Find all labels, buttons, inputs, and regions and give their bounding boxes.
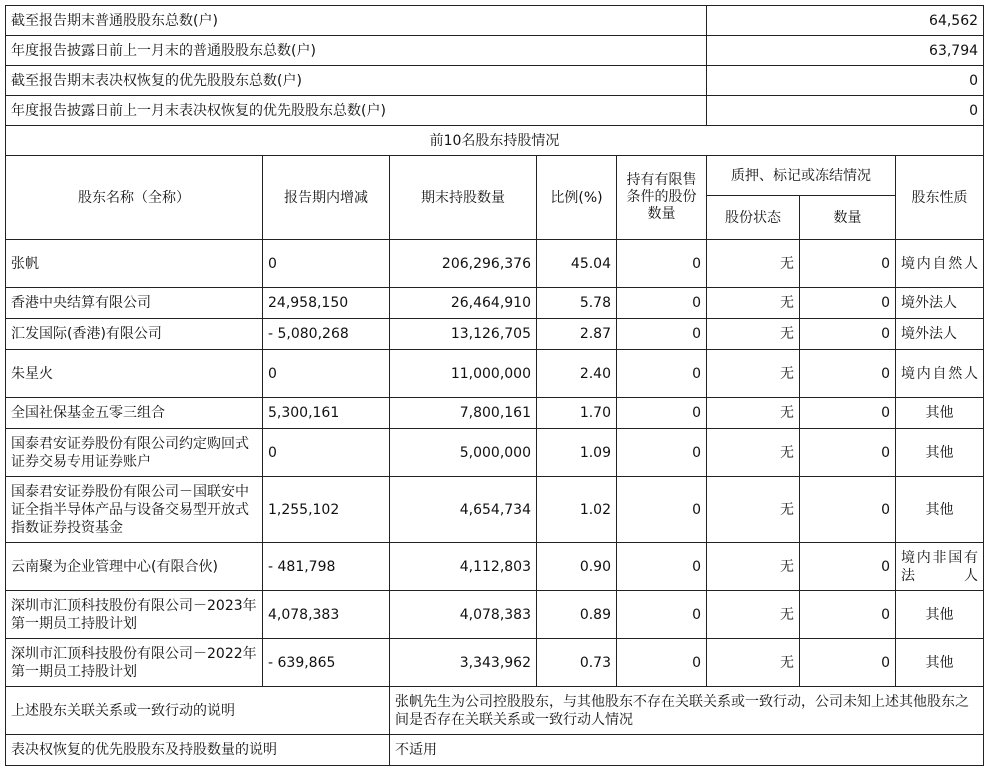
summary-label: 年度报告披露日前上一月末的普通股股东总数(户)	[6, 36, 707, 66]
restricted-cell: 0	[617, 639, 707, 687]
pledge-status-cell: 无	[707, 429, 800, 477]
pledge-qty-cell: 0	[800, 288, 896, 319]
note-value: 不适用	[390, 735, 984, 766]
ratio-cell: 0.89	[537, 591, 617, 639]
note-row	[6, 735, 984, 766]
nature-cell: 境内自然人	[896, 350, 984, 398]
header-pledge-status: 股份状态	[707, 196, 800, 240]
table-row	[6, 591, 984, 639]
change-cell: - 639,865	[263, 639, 390, 687]
change-cell: - 481,798	[263, 543, 390, 591]
shareholder-name: 朱星火	[6, 350, 263, 398]
note-label: 表决权恢复的优先股股东及持股数量的说明	[6, 735, 390, 766]
pledge-qty-cell: 0	[800, 350, 896, 398]
held-cell: 11,000,000	[390, 350, 537, 398]
ratio-cell: 1.09	[537, 429, 617, 477]
summary-label: 年度报告披露日前上一月末表决权恢复的优先股股东总数(户)	[6, 96, 707, 126]
pledge-qty-cell: 0	[800, 398, 896, 429]
summary-row	[6, 36, 984, 66]
table-row	[6, 429, 984, 477]
ratio-cell: 2.40	[537, 350, 617, 398]
held-cell: 4,078,383	[390, 591, 537, 639]
shareholder-name: 国泰君安证券股份有限公司约定购回式证券交易专用证券账户	[6, 429, 263, 477]
restricted-cell: 0	[617, 543, 707, 591]
change-cell: - 5,080,268	[263, 319, 390, 350]
header-change: 报告期内增减	[263, 156, 390, 240]
summary-value: 0	[707, 66, 984, 96]
pledge-status-cell: 无	[707, 319, 800, 350]
restricted-cell: 0	[617, 398, 707, 429]
note-value: 张帆先生为公司控股股东，与其他股东不存在关联关系或一致行动，公司未知上述其他股东之间是否存在关联关系或一致行动人情况	[390, 687, 984, 735]
section-title: 前10名股东持股情况	[6, 126, 984, 156]
pledge-status-cell: 无	[707, 591, 800, 639]
header-name: 股东名称（全称）	[6, 156, 263, 240]
restricted-cell: 0	[617, 477, 707, 543]
section-title-row	[6, 126, 984, 156]
restricted-cell: 0	[617, 319, 707, 350]
table-row	[6, 288, 984, 319]
restricted-cell: 0	[617, 240, 707, 288]
header-pledge-group: 质押、标记或冻结情况	[707, 156, 896, 196]
ratio-cell: 1.70	[537, 398, 617, 429]
shareholder-name: 深圳市汇顶科技股份有限公司－2022年第一期员工持股计划	[6, 639, 263, 687]
pledge-status-cell: 无	[707, 398, 800, 429]
header-pledge-qty: 数量	[800, 196, 896, 240]
restricted-cell: 0	[617, 350, 707, 398]
header-restricted: 持有有限售条件的股份数量	[617, 156, 707, 240]
table-row	[6, 350, 984, 398]
ratio-cell: 0.73	[537, 639, 617, 687]
restricted-cell: 0	[617, 288, 707, 319]
change-cell: 0	[263, 240, 390, 288]
summary-label: 截至报告期末普通股股东总数(户)	[6, 6, 707, 36]
change-cell: 4,078,383	[263, 591, 390, 639]
nature-cell: 其他	[896, 591, 984, 639]
summary-row	[6, 66, 984, 96]
summary-label: 截至报告期末表决权恢复的优先股股东总数(户)	[6, 66, 707, 96]
header-nature: 股东性质	[896, 156, 984, 240]
nature-cell: 境内非国有法人	[896, 543, 984, 591]
pledge-qty-cell: 0	[800, 543, 896, 591]
restricted-cell: 0	[617, 591, 707, 639]
summary-value: 63,794	[707, 36, 984, 66]
pledge-qty-cell: 0	[800, 240, 896, 288]
ratio-cell: 0.90	[537, 543, 617, 591]
nature-cell: 其他	[896, 398, 984, 429]
nature-cell: 境外法人	[896, 288, 984, 319]
summary-value: 0	[707, 96, 984, 126]
table-row	[6, 477, 984, 543]
change-cell: 0	[263, 429, 390, 477]
header-ratio: 比例(%)	[537, 156, 617, 240]
shareholder-name: 张帆	[6, 240, 263, 288]
pledge-status-cell: 无	[707, 639, 800, 687]
shareholder-name: 全国社保基金五零三组合	[6, 398, 263, 429]
summary-value: 64,562	[707, 6, 984, 36]
pledge-qty-cell: 0	[800, 639, 896, 687]
summary-row	[6, 6, 984, 36]
summary-row	[6, 96, 984, 126]
pledge-status-cell: 无	[707, 477, 800, 543]
ratio-cell: 2.87	[537, 319, 617, 350]
ratio-cell: 5.78	[537, 288, 617, 319]
pledge-status-cell: 无	[707, 288, 800, 319]
nature-cell: 境内自然人	[896, 240, 984, 288]
nature-cell: 境外法人	[896, 319, 984, 350]
table-row	[6, 398, 984, 429]
pledge-qty-cell: 0	[800, 319, 896, 350]
pledge-qty-cell: 0	[800, 477, 896, 543]
shareholder-name: 香港中央结算有限公司	[6, 288, 263, 319]
shareholder-name: 国泰君安证券股份有限公司－国联安中证全指半导体产品与设备交易型开放式指数证券投资基金	[6, 477, 263, 543]
held-cell: 7,800,161	[390, 398, 537, 429]
change-cell: 0	[263, 350, 390, 398]
nature-cell: 其他	[896, 639, 984, 687]
nature-cell: 其他	[896, 477, 984, 543]
ratio-cell: 1.02	[537, 477, 617, 543]
held-cell: 3,343,962	[390, 639, 537, 687]
ratio-cell: 45.04	[537, 240, 617, 288]
change-cell: 24,958,150	[263, 288, 390, 319]
header-row	[6, 156, 984, 196]
restricted-cell: 0	[617, 429, 707, 477]
held-cell: 26,464,910	[390, 288, 537, 319]
nature-cell: 其他	[896, 429, 984, 477]
held-cell: 4,654,734	[390, 477, 537, 543]
change-cell: 1,255,102	[263, 477, 390, 543]
shareholder-name: 深圳市汇顶科技股份有限公司－2023年第一期员工持股计划	[6, 591, 263, 639]
pledge-status-cell: 无	[707, 240, 800, 288]
table-row	[6, 543, 984, 591]
shareholder-name: 汇发国际(香港)有限公司	[6, 319, 263, 350]
note-row	[6, 687, 984, 735]
table-row	[6, 240, 984, 288]
shareholder-name: 云南聚为企业管理中心(有限合伙)	[6, 543, 263, 591]
pledge-status-cell: 无	[707, 350, 800, 398]
pledge-status-cell: 无	[707, 543, 800, 591]
held-cell: 206,296,376	[390, 240, 537, 288]
held-cell: 5,000,000	[390, 429, 537, 477]
table-row	[6, 319, 984, 350]
header-held: 期末持股数量	[390, 156, 537, 240]
held-cell: 4,112,803	[390, 543, 537, 591]
shareholder-table	[5, 5, 984, 766]
table-row	[6, 639, 984, 687]
held-cell: 13,126,705	[390, 319, 537, 350]
pledge-qty-cell: 0	[800, 429, 896, 477]
pledge-qty-cell: 0	[800, 591, 896, 639]
change-cell: 5,300,161	[263, 398, 390, 429]
note-label: 上述股东关联关系或一致行动的说明	[6, 687, 390, 735]
